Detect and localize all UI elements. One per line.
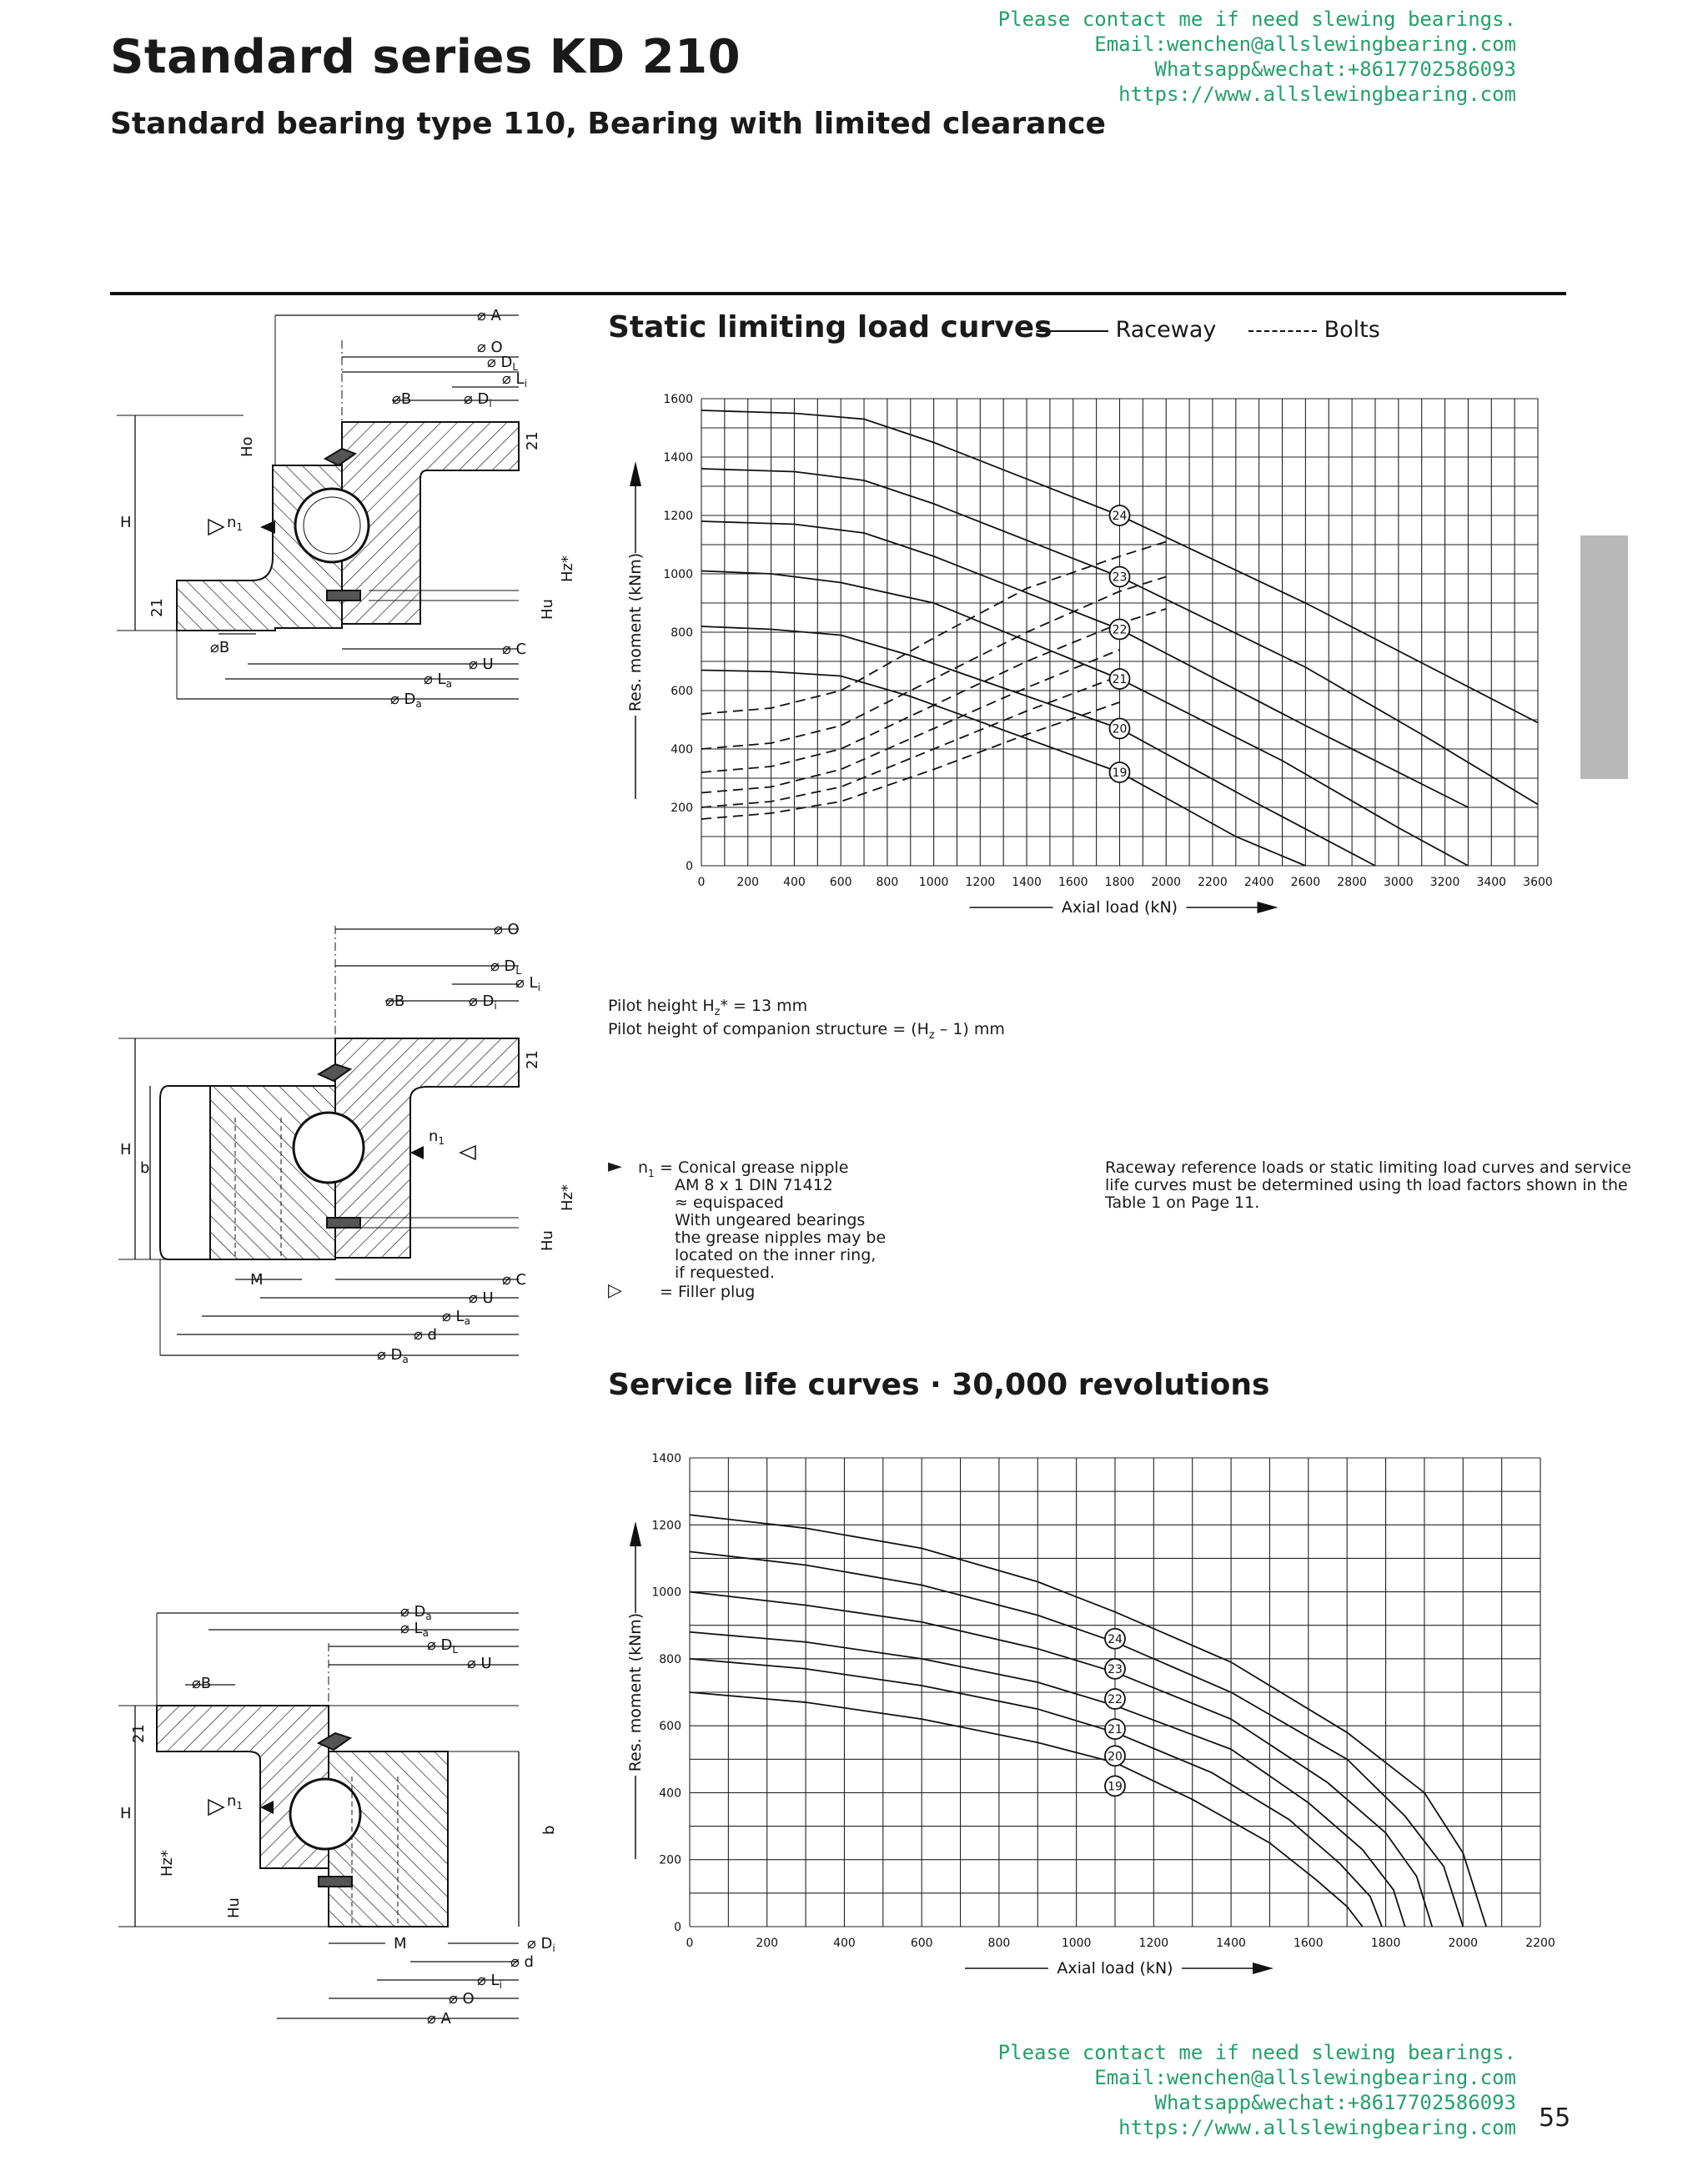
y-tick-label: 0 [686,860,693,873]
dim-label-H: H [120,1805,132,1822]
x-tick-label: 3200 [1429,876,1460,889]
y-tick-label: 1400 [663,451,693,465]
grease-nipple-icon [410,1146,424,1159]
x-tick-label: 800 [876,876,899,889]
x-axis-label: Axial load (kN) [1061,898,1178,917]
x-tick-label: 2200 [1198,876,1228,889]
page-number: 55 [1539,2103,1571,2133]
dim-label-DL: ⌀ $D_L$ [427,1636,459,1656]
curve-marker-label: 23 [1112,570,1128,585]
curve-marker-label: 24 [1112,510,1128,523]
x-axis-arrowhead-icon [1253,1962,1273,1974]
open-arrow-icon: ▷ [608,1280,622,1301]
x-tick-label: 2800 [1337,876,1367,889]
x-tick-label: 1800 [1104,876,1135,889]
x-tick-label: 1400 [1216,1937,1246,1950]
x-tick-label: 1200 [965,876,996,889]
dim-label-B: ⌀B [192,1675,212,1692]
x-tick-label: 400 [833,1937,856,1950]
dim-label-B-lower: ⌀B [210,639,230,656]
contact-url[interactable]: https://www.allslewingbearing.com [1118,83,1516,106]
contact-whatsapp: Whatsapp&wechat:+8617702586093 [1154,2091,1516,2114]
n1-marker-label: $n_1$ [227,514,244,533]
dim-label-21: 21 [130,1724,148,1743]
dim-label-Di: ⌀ $D_i$ [527,1935,555,1954]
y-tick-label: 200 [671,802,693,815]
y-axis-arrowhead-icon [630,461,641,486]
dim-label-Da: ⌀ $D_a$ [400,1603,432,1622]
y-tick-label: 200 [659,1853,681,1867]
dim-label-C: ⌀ C [502,1271,527,1289]
dim-label-M: M [250,1271,264,1289]
curve-marker-label: 22 [1112,623,1128,637]
legend-bolts-line [1248,330,1317,332]
curve-marker-label: 24 [1108,1632,1123,1646]
dim-label-H: H [120,1141,132,1158]
service-section-title: Service life curves · 30,000 revolutions [608,1368,1270,1402]
contact-whatsapp: Whatsapp&wechat:+8617702586093 [1154,58,1516,81]
static-limiting-load-chart [617,379,1568,934]
curve-marker-label: 22 [1108,1693,1123,1707]
y-axis-label: Res. moment (kNm) [626,1612,645,1772]
dim-label-U: ⌀ U [469,1289,494,1307]
dim-label-Li: ⌀ $L_i$ [477,1972,502,1991]
contact-email[interactable]: Email:wenchen@allslewingbearing.com [1094,33,1516,56]
dim-label-DL: ⌀ $D_L$ [490,957,522,977]
dim-label-21a: 21 [524,431,541,450]
curve-marker-label: 21 [1108,1723,1123,1737]
pilot-notes [608,998,1005,1044]
legend-raceway-label: Raceway [1115,317,1217,343]
curve-marker-label: 19 [1112,766,1128,780]
raceway-curve-21 [690,1632,1405,1927]
y-tick-label: 600 [671,685,693,698]
x-tick-label: 2000 [1151,876,1182,889]
x-tick-label: 2400 [1243,876,1274,889]
x-tick-label: 1600 [1057,876,1088,889]
y-axis-arrowhead-icon [630,1521,641,1546]
x-tick-label: 3000 [1384,876,1414,889]
x-tick-label: 2600 [1290,876,1321,889]
x-axis-label: Axial load (kN) [1057,1959,1173,1978]
x-tick-label: 1000 [918,876,949,889]
legend-raceway [1037,317,1216,343]
dim-label-La: ⌀ $L_a$ [442,1308,470,1327]
x-tick-label: 2000 [1448,1937,1479,1950]
bearing-section-drawing-3 [110,1593,585,2035]
page-subtitle: Standard bearing type 110, Bearing with limited clearance [110,107,1106,141]
dim-label-O: ⌀ O [494,921,520,938]
dim-label-Hz: Hz* [559,1184,576,1211]
dim-label-Hu: Hu [225,1897,243,1918]
x-tick-label: 800 [987,1937,1011,1950]
x-tick-label: 200 [756,1937,779,1950]
dim-label-Ho: Ho [239,436,256,457]
legend-bolts-label: Bolts [1324,317,1380,343]
curve-marker-label: 19 [1108,1780,1123,1794]
dim-label-Li: ⌀ $L_i$ [515,974,540,993]
n1-marker-label: $n_1$ [227,1792,244,1812]
page-title: Standard series KD 210 [110,30,741,84]
dim-label-B: ⌀B [392,390,412,408]
curve-marker-label: 20 [1108,1750,1123,1764]
dim-label-Hz: Hz* [158,1850,176,1877]
filler-note [608,1280,886,1301]
n1-note [608,1156,887,1282]
x-tick-label: 1600 [1293,1937,1324,1950]
raceway-curve-20 [701,623,1375,866]
x-tick-label: 400 [783,876,806,889]
y-tick-label: 0 [674,1921,681,1934]
legend-notes [608,1156,887,1301]
x-tick-label: 0 [686,1937,694,1950]
dim-label-21b: 21 [148,598,166,617]
y-tick-label: 400 [659,1787,681,1801]
y-tick-label: 1000 [663,568,693,581]
x-tick-label: 3400 [1476,876,1507,889]
n1-marker-label: $n_1$ [429,1128,445,1147]
contact-url[interactable]: https://www.allslewingbearing.com [1118,2116,1516,2139]
y-tick-label: 600 [659,1720,681,1734]
y-tick-label: 800 [659,1652,681,1666]
filler-plug-icon [208,1800,224,1815]
filled-arrow-icon: ► [608,1156,622,1177]
grease-nipple-icon [260,520,275,534]
dim-label-Da: ⌀ $D_a$ [377,1346,409,1365]
y-tick-label: 1600 [663,393,693,406]
dim-label-A: ⌀ A [427,2010,451,2028]
service-life-chart [617,1443,1568,1985]
contact-block-top [998,7,1516,107]
dim-label-Di: ⌀ $D_i$ [464,390,492,410]
curve-marker-label: 20 [1112,722,1128,736]
x-tick-label: 200 [736,876,760,889]
dim-label-b: b [140,1159,150,1177]
curve-marker-label: 21 [1112,673,1128,686]
x-tick-label: 600 [910,1937,933,1950]
pilot-note-2: Pilot height of companion structure = $(H_z - 1)$ mm [608,1019,1005,1042]
contact-line: Please contact me if need slewing bearings. [997,2041,1516,2064]
dim-label-La: ⌀ $L_a$ [400,1620,429,1639]
contact-line: Please contact me if need slewing bearings. [997,8,1516,31]
bearing-section-drawing-2 [110,917,585,1368]
dim-label-M: M [394,1935,407,1952]
x-axis-arrowhead-icon [1258,902,1278,913]
dim-label-H: H [120,514,132,531]
x-tick-label: 1800 [1370,1937,1401,1950]
dim-label-O: ⌀ O [449,1990,475,2008]
dim-label-d: ⌀ d [510,1953,534,1971]
dim-label-U: ⌀ U [467,1655,492,1672]
n1-description: = Conical grease nipple AM 8 x 1 DIN 71412 ≈ equispaced With ungeared bearings the grease nipples may be located on the inner ring, if requested. [660,1158,887,1282]
dim-label-d: ⌀ d [414,1326,437,1344]
y-tick-label: 1200 [651,1519,681,1533]
x-tick-label: 600 [829,876,852,889]
x-tick-label: 3600 [1523,876,1553,889]
y-axis-label: Res. moment (kNm) [626,552,645,712]
x-tick-label: 2200 [1525,1937,1555,1950]
dim-label-DL: ⌀ $D_L$ [487,354,519,373]
pilot-note-1: Pilot height $H_z* = 13$ mm [608,997,808,1018]
x-tick-label: 1000 [1061,1937,1092,1950]
side-tab-marker [1580,535,1628,779]
dim-label-Di: ⌀ $D_i$ [469,993,497,1012]
raceway-curve-19 [690,1692,1363,1927]
header-rule [110,292,1566,295]
x-tick-label: 1200 [1138,1937,1169,1950]
dim-label-21: 21 [524,1050,541,1069]
x-tick-label: 0 [697,876,706,889]
legend-raceway-line [1037,330,1108,332]
x-tick-label: 1400 [1012,876,1042,889]
dim-label-Hu: Hu [539,1230,556,1251]
y-tick-label: 1000 [651,1586,681,1600]
dim-label-Hu: Hu [539,599,556,620]
dim-label-O: ⌀ O [477,339,503,356]
legend-bolts [1248,317,1380,343]
n1-label: $n_1$ [638,1158,655,1179]
contact-email[interactable]: Email:wenchen@allslewingbearing.com [1094,2066,1516,2089]
curve-marker-label: 23 [1108,1662,1123,1676]
dim-label-Da: ⌀ $D_a$ [390,691,422,710]
dim-label-Li: ⌀ $L_i$ [502,370,527,389]
y-tick-label: 1200 [663,510,693,523]
static-section-title: Static limiting load curves [608,310,1052,344]
dim-label-b: b [540,1825,558,1835]
raceway-curve-24 [690,1515,1486,1927]
raceway-note: Raceway reference loads or static limiting load curves and service life curves must be determined using th load factors shown in the Table 1 on Page 11. [1105,1158,1631,1212]
contact-block-bottom [998,2040,1516,2140]
dim-label-La: ⌀ $L_a$ [424,671,452,690]
dim-label-C: ⌀ C [502,641,527,658]
filler-plug-icon [208,520,224,535]
dim-label-Hz: Hz* [559,555,576,582]
filler-plug-label: = Filler plug [660,1283,756,1301]
y-tick-label: 400 [671,743,693,756]
bearing-section-drawing-1 [110,307,585,716]
dim-label-A: ⌀ A [477,307,501,324]
dim-label-U: ⌀ U [469,656,494,673]
y-tick-label: 800 [671,626,693,640]
filler-plug-icon [460,1146,475,1159]
y-tick-label: 1400 [651,1452,681,1465]
dim-label-B: ⌀B [385,993,405,1010]
